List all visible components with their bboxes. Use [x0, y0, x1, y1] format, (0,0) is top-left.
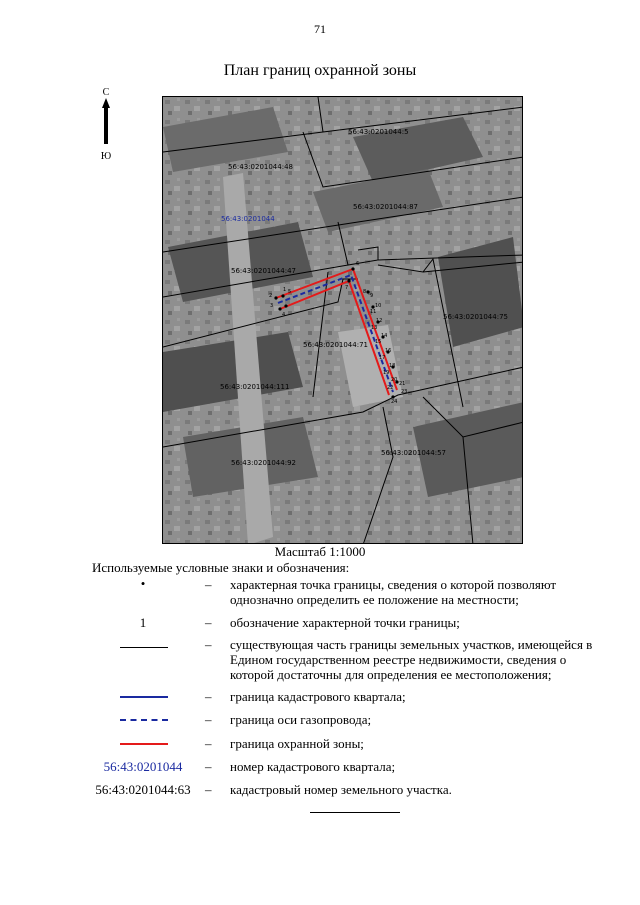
cadastral-map [162, 96, 523, 544]
arrow-head-icon [102, 98, 110, 108]
plan-title: План границ охранной зоны [223, 62, 417, 79]
parcel-label: 56:43:0201044:47 [231, 267, 296, 275]
legend-dash: – [205, 577, 212, 592]
legend-text: характерная точка границы, сведения о которой позволяют однозначно определить ее положение на местности; [230, 577, 557, 607]
south-label: Ю [100, 151, 112, 162]
footer-divider [310, 812, 400, 813]
svg-text:9: 9 [370, 293, 374, 299]
legend-text: обозначение характерной точки границы; [230, 615, 460, 630]
page-number: 71 [314, 22, 326, 36]
svg-text:6: 6 [356, 261, 360, 267]
map-scale: Масштаб 1:1000 [274, 544, 366, 559]
legend-dash: – [205, 689, 212, 704]
legend-point-number-symbol: 1 [139, 615, 147, 630]
svg-text:22: 22 [387, 385, 394, 391]
svg-text:12: 12 [376, 318, 383, 324]
svg-text:19: 19 [383, 370, 390, 376]
parcel-label: 56:43:0201044:5 [348, 128, 409, 136]
parcel-label: 56:43:0201044:92 [231, 459, 296, 467]
svg-text:17: 17 [379, 355, 386, 361]
parcel-label: 56:43:0201044:71 [303, 341, 368, 349]
svg-text:8: 8 [363, 289, 367, 295]
svg-text:20: 20 [391, 377, 398, 383]
legend-dash: – [205, 736, 212, 751]
svg-text:3: 3 [270, 303, 274, 309]
legend-quarter-line-symbol [120, 696, 168, 698]
parcel-label: 56:43:0201044:57 [381, 449, 446, 457]
svg-text:13: 13 [371, 325, 378, 331]
svg-text:16: 16 [385, 348, 392, 354]
legend-text: существующая часть границы земельных участков, имеющейся в Едином государственном реестре недвижимости, сведения о которой достаточны для определения ее местоположения; [230, 637, 593, 682]
parcel-label: 56:43:0201044:87 [353, 203, 418, 211]
svg-text:11: 11 [370, 309, 377, 315]
legend-dash: – [205, 615, 212, 630]
quarter-label: 56:43:0201044 [221, 215, 275, 223]
dot-icon: • [140, 576, 146, 591]
svg-text:15: 15 [375, 339, 382, 345]
legend-protection-zone-symbol [120, 743, 168, 745]
north-label: С [102, 87, 110, 98]
north-arrow [96, 86, 116, 166]
svg-text:5: 5 [288, 289, 292, 295]
svg-text:21: 21 [399, 381, 406, 387]
svg-text:18: 18 [389, 363, 396, 369]
legend-dash: – [205, 712, 212, 727]
legend-text: кадастровый номер земельного участка. [230, 782, 452, 797]
svg-text:4: 4 [282, 312, 286, 318]
legend-text: граница кадастрового квартала; [230, 689, 406, 704]
legend-dash: – [205, 637, 212, 652]
svg-text:2: 2 [269, 293, 273, 299]
svg-text:24: 24 [391, 399, 398, 405]
parcel-label: 56:43:0201044:75 [443, 313, 508, 321]
legend-text: номер кадастрового квартала; [230, 759, 396, 774]
arrow-shaft [104, 108, 108, 144]
legend-dash: – [205, 759, 212, 774]
legend-parcel-number-symbol: 56:43:0201044:63 [95, 782, 191, 797]
legend-quarter-number-symbol: 56:43:0201044 [103, 759, 183, 774]
legend-heading: Используемые условные знаки и обозначения: [92, 560, 350, 575]
legend-text: граница оси газопровода; [230, 712, 372, 727]
parcel-label: 56:43:0201044:111 [220, 383, 290, 391]
svg-text:7: 7 [345, 285, 349, 291]
legend-text: граница охранной зоны; [230, 736, 364, 751]
svg-text:10: 10 [375, 303, 382, 309]
legend-parcel-line-symbol [120, 647, 168, 648]
legend-gas-axis-symbol [120, 719, 168, 721]
svg-text:14: 14 [381, 333, 388, 339]
svg-text:1: 1 [283, 287, 287, 293]
parcel-label: 56:43:0201044:48 [228, 163, 293, 171]
legend-dash: – [205, 782, 212, 797]
svg-text:23: 23 [401, 389, 408, 395]
legend-point-symbol [88, 576, 198, 592]
